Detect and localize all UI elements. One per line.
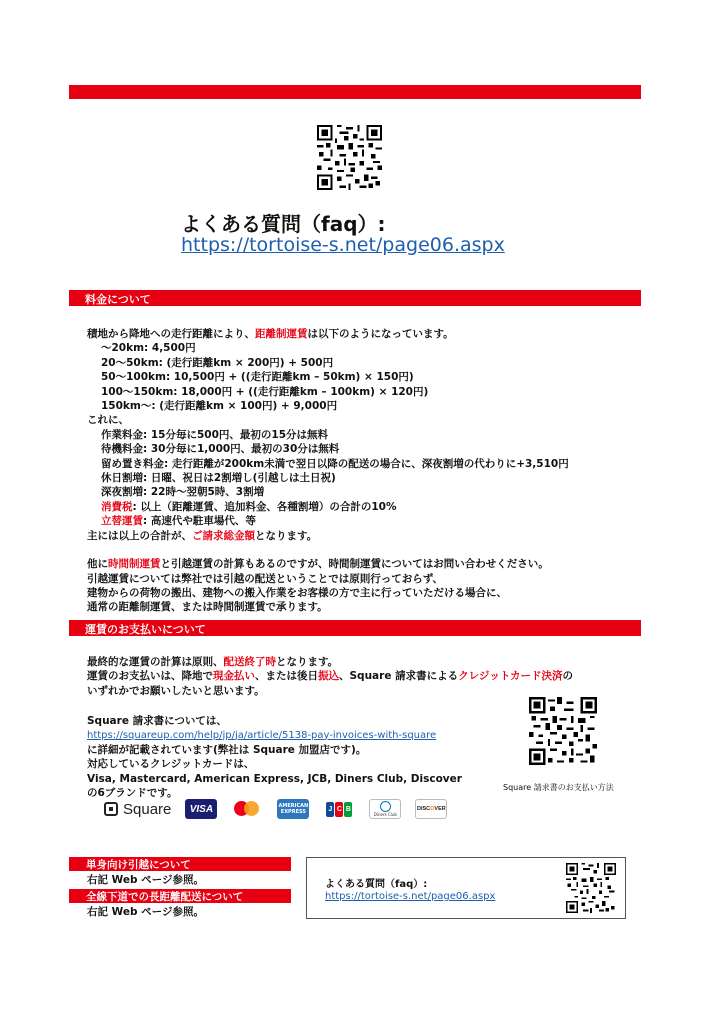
diners-club-logo: Diners Club (369, 799, 401, 819)
total-row: 主には以上の合計が、ご請求総金額となります。 (87, 529, 318, 542)
fee-section-body (87, 327, 569, 615)
faq-box (306, 857, 626, 919)
distance-rate-row: 150km～: (走行距離km × 100円) + 9,000円 (101, 400, 338, 413)
single-move-text: 右記 Web ページ参照。 (87, 874, 204, 886)
advance-fee-row: 立替運賃: 高速代や駐車場代、等 (101, 515, 256, 528)
extra-fee-row: 深夜割増: 22時～翌朝5時、3割増 (101, 486, 265, 499)
top-red-bar (69, 85, 641, 99)
long-distance-title: 全線下道での長距離配送について (86, 891, 244, 903)
distance-rate-row: 20～50km: (走行距離km × 200円) + 500円 (101, 356, 334, 369)
fee-intro: 積地から降地への走行距離により、距離制運賃は以下のようになっています。 (87, 328, 454, 340)
cards-count: の6ブランドです。 (87, 787, 178, 800)
cards-list: Visa, Mastercard, American Express, JCB, Diners Club, Discover (87, 772, 462, 785)
payment-section-title: 運賃のお支払いについて (85, 623, 206, 636)
cards-label: 対応しているクレジットカードは、 (87, 758, 255, 771)
time-rate-note: 他に時間制運賃と引越運賃の計算もあるのですが、時間制運賃についてはお問い合わせください。 (87, 558, 549, 571)
fee-section-title: 料金について (85, 293, 151, 306)
long-distance-text: 右記 Web ページ参照。 (87, 906, 204, 918)
square-logo: Square (104, 801, 171, 818)
tax-row: 消費税: 以上（距離運賃、追加料金、各種割増）の合計の10% (101, 500, 397, 513)
extra-fee-row: 留め置き料金: 走行距離が200km未満で翌日以降の配送の場合に、深夜割増の代わりに+3,510円 (101, 457, 569, 470)
long-distance-header (69, 889, 291, 903)
square-icon (104, 802, 118, 816)
square-help-link[interactable]: https://squareup.com/help/jp/ja/article/5138-pay-invoices-with-square (87, 729, 437, 741)
diners-ring-icon (380, 801, 391, 812)
payment-section-header (69, 620, 641, 636)
payment-line: 最終的な運賃の計算は原則、配送終了時となります。 (87, 656, 339, 668)
also-label: これに、 (87, 414, 129, 427)
mastercard-logo (231, 799, 263, 819)
jcb-logo: J C B (323, 799, 355, 819)
square-qr-caption: Square 請求書のお支払い方法 (503, 783, 614, 792)
visa-logo: VISA (185, 799, 217, 819)
discover-logo: DISC O VER (415, 799, 447, 819)
distance-rate-row: 100～150km: 18,000円 + ((走行距離km – 100km) × 120円) (101, 385, 429, 398)
faq-link[interactable]: https://tortoise-s.net/page06.aspx (181, 234, 505, 256)
square-label: Square 請求書については、 (87, 715, 227, 728)
faq-box-qr-code (566, 863, 616, 913)
distance-rate-row: 50～100km: 10,500円 + ((走行距離km – 50km) × 150円) (101, 371, 414, 384)
extra-fee-row: 待機料金: 30分毎に1,000円、最初の30分は無料 (101, 443, 340, 456)
square-qr-code (529, 697, 597, 765)
moving-note: 引越運賃については弊社では引越の配送ということでは原則行っておらず、 (87, 572, 443, 585)
extra-fee-row: 作業料金: 15分毎に500円、最初の15分は無料 (101, 428, 328, 441)
faq-box-link[interactable]: https://tortoise-s.net/page06.aspx (325, 891, 496, 902)
single-move-header (69, 857, 291, 871)
faq-qr-code (317, 125, 382, 190)
faq-heading: よくある質問（faq）: (181, 212, 386, 236)
square-note: に詳細が記載されています(弊社は Square 加盟店です)。 (87, 744, 367, 757)
single-move-title: 単身向け引越について (86, 859, 191, 871)
payment-line: いずれかでお願いしたいと思います。 (87, 684, 265, 697)
moving-note: 建物からの荷物の搬出、建物への搬入作業をお客様の方で主に行っていただける場合に、 (87, 586, 507, 599)
fee-section-header (69, 290, 641, 306)
extra-fee-row: 休日割増: 日曜、祝日は2割増し(引越しは土日祝) (101, 472, 336, 485)
amex-logo: AMERICAN EXPRESS (277, 799, 309, 819)
faq-box-heading: よくある質問（faq）: (325, 879, 428, 890)
payment-line: 運賃のお支払いは、降地で現金払い、または後日振込、Square 請求書によるクレジットカード決済の (87, 670, 574, 683)
payment-section-body (87, 655, 573, 801)
distance-rate-row: ～20km: 4,500円 (101, 342, 196, 355)
payment-logos (104, 799, 447, 819)
moving-note: 通常の距離制運賃、または時間制運賃で承ります。 (87, 601, 328, 614)
